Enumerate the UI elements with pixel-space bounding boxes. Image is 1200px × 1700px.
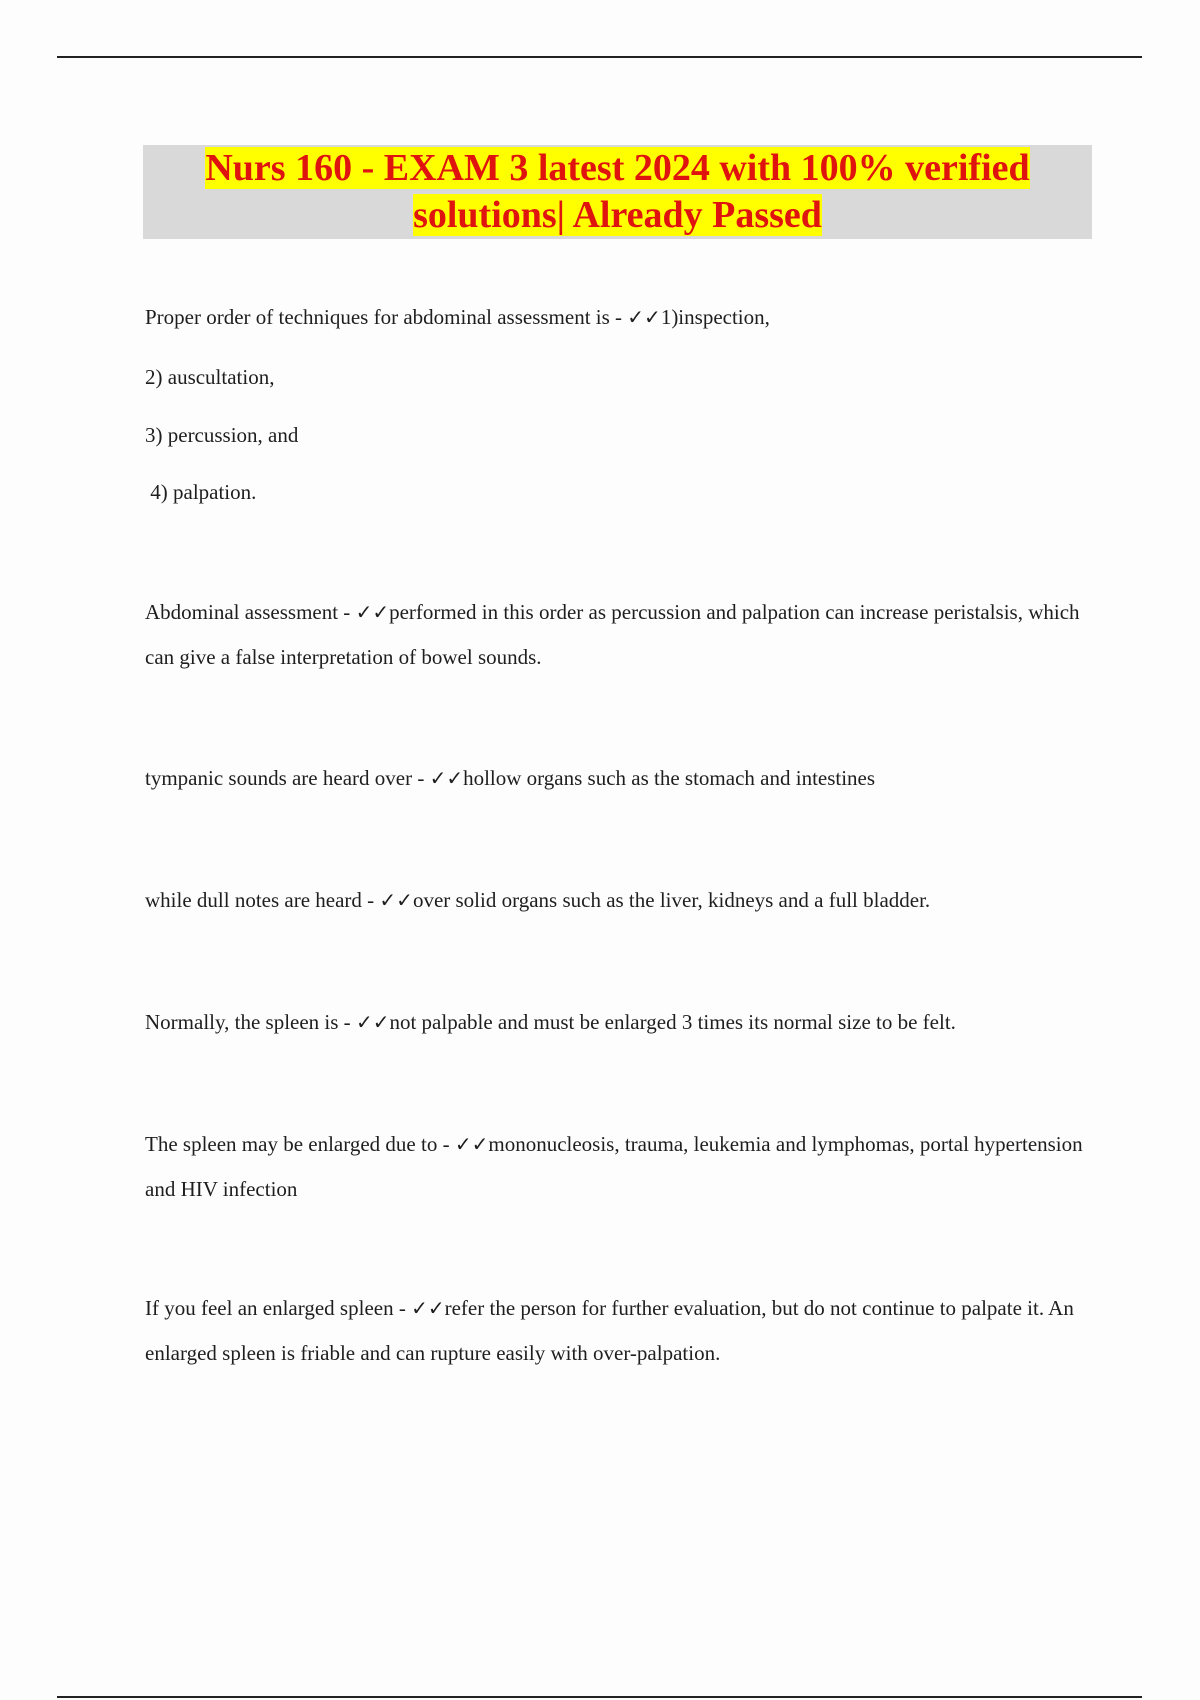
qa-item-abdominal-assessment [145, 590, 1105, 680]
question-text: Normally, the spleen is - [145, 1010, 356, 1034]
check-icon: ✓✓ [627, 305, 661, 329]
check-icon: ✓✓ [429, 766, 464, 790]
question-text: Proper order of techniques for abdominal assessment is - [145, 305, 628, 329]
check-icon: ✓✓ [379, 888, 413, 912]
header-rule [57, 56, 1142, 58]
answer-text: mononucleosis, trauma, leukemia and lymphomas, portal hypertension and HIV infection [145, 1132, 1083, 1201]
qa-item-spleen-enlarged [145, 1122, 1105, 1212]
answer-text: over solid organs such as the liver, kidneys and a full bladder. [412, 888, 931, 912]
check-icon: ✓✓ [355, 1010, 390, 1034]
title-line-2: solutions| Already Passed [413, 194, 822, 236]
answer-continuation-line: 3) percussion, and [145, 423, 299, 447]
check-icon: ✓✓ [411, 1296, 445, 1320]
question-text: The spleen may be enlarged due to - [145, 1132, 455, 1156]
answer-continuation-line: 4) palpation. [145, 480, 257, 504]
check-icon: ✓✓ [355, 600, 390, 624]
answer-text: hollow organs such as the stomach and intestines [463, 766, 876, 790]
check-icon: ✓✓ [454, 1132, 489, 1156]
qa-item-enlarged-spleen-action [145, 1286, 1105, 1376]
qa-item-dull-notes [145, 885, 930, 915]
answer-text: performed in this order as percussion and palpation can increase peristalsis, which can give a false interpretation of bowel sounds. [145, 600, 1080, 669]
question-text: tympanic sounds are heard over - [145, 766, 430, 790]
question-text: Abdominal assessment - [145, 600, 356, 624]
footer-rule [57, 1696, 1142, 1698]
answer-text: 1)inspection, [660, 305, 770, 329]
answer-continuation-line: 2) auscultation, [145, 365, 275, 389]
question-text: while dull notes are heard - [145, 888, 380, 912]
question-text: If you feel an enlarged spleen - [145, 1296, 412, 1320]
title-line-1: Nurs 160 - EXAM 3 latest 2024 with 100% verified [205, 147, 1030, 189]
qa-item-spleen-normal [145, 1007, 956, 1037]
qa-item-proper-order [145, 302, 770, 332]
answer-text: refer the person for further evaluation, but do not continue to palpate it. An enlarged spleen is friable and can rupture easily with over-palpation. [145, 1296, 1074, 1365]
answer-text: not palpable and must be enlarged 3 times its normal size to be felt. [389, 1010, 956, 1034]
qa-item-tympanic-sounds [145, 763, 875, 793]
title-banner [143, 145, 1092, 239]
